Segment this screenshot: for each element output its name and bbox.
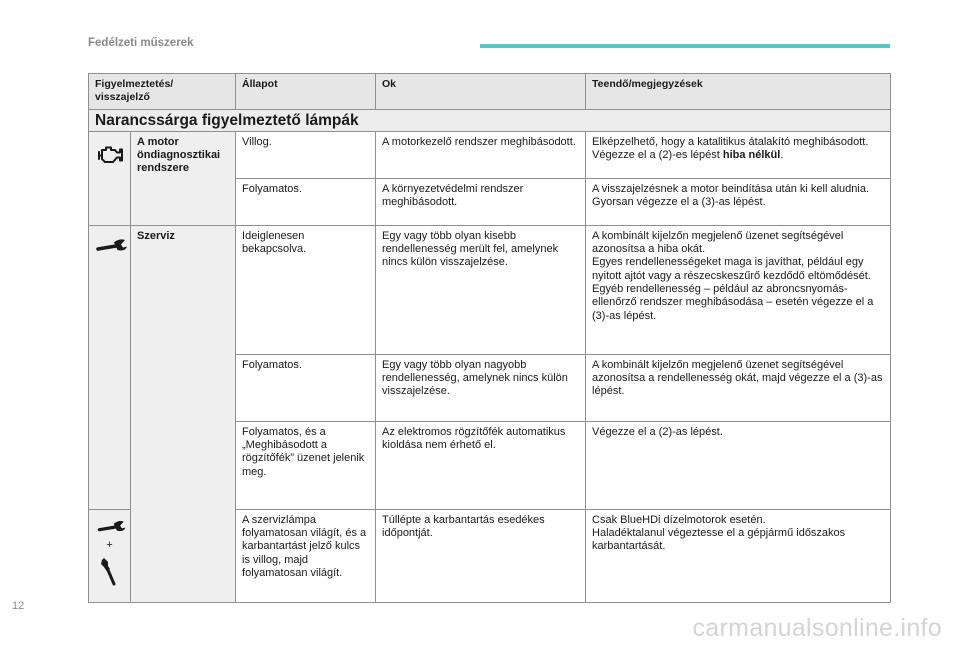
header-action: Teendő/megjegyzések <box>586 74 891 110</box>
service-state-3: Folyamatos, és a „Meghibásodott a rögzítőfék” üzenet jelenik meg. <box>236 421 376 509</box>
table-row <box>89 225 891 354</box>
service-action-4-p1: Csak BlueHDi dízelmotorok esetén. <box>592 513 766 526</box>
running-head: Fedélzeti műszerek <box>88 37 194 49</box>
table-row <box>89 131 891 178</box>
engine-cause-2: A környezetvédelmi rendszer meghibásodott. <box>376 178 586 225</box>
service-cause-3: Az elektromos rögzítőfék automatikus kioldása nem érhető el. <box>376 421 586 509</box>
header-indicator: Figyelmeztetés/ visszajelző <box>89 74 236 110</box>
engine-cause-1: A motorkezelő rendszer meghibásodott. <box>376 131 586 178</box>
service-action-2: A kombinált kijelzőn megjelenő üzenet segítségével azonosítsa a rendellenesség okát, majd végezze el a (3)-as lépést. <box>586 354 891 421</box>
service-action-1-p3: Egyéb rendellenesség – például az abroncsnyomás-ellenőrző rendszer meghibásodása – esetén végezze el a (3)-as lépést. <box>592 283 874 322</box>
wrench-icon <box>95 236 129 256</box>
service-cause-4: Túllépte a karbantartás esedékes időpontját. <box>376 509 586 602</box>
engine-action-1-step-bold: hiba nélkül <box>722 149 781 162</box>
section-title: Narancssárga figyelmeztető lámpák <box>89 109 891 131</box>
section-row <box>89 109 891 131</box>
service-action-3: Végezze el a (2)-as lépést. <box>586 421 891 509</box>
watermark: carmanualsonline.info <box>692 614 942 642</box>
engine-state-2: Folyamatos. <box>236 178 376 225</box>
warning-lamp-table <box>88 73 891 603</box>
service-label: Szerviz <box>131 225 236 602</box>
header-cause: Ok <box>376 74 586 110</box>
maintenance-icon-cell <box>89 509 131 602</box>
service-cause-2: Egy vagy több olyan nagyobb rendellenesség, amelynek nincs külön visszajelzése. <box>376 354 586 421</box>
engine-label: A motor öndiagnosztikai rendszere <box>131 131 236 225</box>
header-state: Állapot <box>236 74 376 110</box>
plus-sign: + <box>106 538 113 551</box>
service-cause-1: Egy vagy több olyan kisebb rendellenesség merült fel, amelynek nincs külön visszajelzése. <box>376 225 586 354</box>
service-action-4 <box>586 509 891 602</box>
table-header-row <box>89 74 891 110</box>
service-state-4: A szervizlámpa folyamatosan világít, és a karbantartást jelző kulcs is villog, majd folyamatosan világít. <box>236 509 376 602</box>
service-icon-cell <box>89 225 131 509</box>
engine-action-1-step <box>592 149 884 162</box>
wrench-icon <box>95 518 129 536</box>
engine-action-1-step-suffix: . <box>780 149 784 162</box>
engine-action-1-step-prefix: Végezze el a (2)-es lépést <box>592 149 723 162</box>
engine-action-1-text: Elképzelhető, hogy a katalitikus átalakító meghibásodott. <box>592 135 869 148</box>
service-state-1: Ideiglenesen bekapcsolva. <box>236 225 376 354</box>
engine-state-1: Villog. <box>236 131 376 178</box>
header-rule <box>480 44 890 48</box>
page-number: 12 <box>12 600 25 612</box>
engine-action-2 <box>586 178 891 225</box>
engine-action-2-text: A visszajelzésnek a motor beindítása után ki kell aludnia. <box>592 182 870 195</box>
service-action-1-p2: Egyes rendellenességeket maga is javíthat, például egy nyitott ajtót vagy a részecskeszűrő kezdődő eltömődését. <box>592 256 871 282</box>
engine-action-2-step: Gyorsan végezze el a (3)-as lépést. <box>592 196 766 209</box>
spanner-key-icon <box>99 555 121 587</box>
engine-icon <box>95 144 125 166</box>
service-action-4-p2: Haladéktalanul végeztesse el a gépjármű időszakos karbantartását. <box>592 527 846 553</box>
service-state-2: Folyamatos. <box>236 354 376 421</box>
service-action-1-p1: A kombinált kijelzőn megjelenő üzenet segítségével azonosítsa a hiba okát. <box>592 229 844 256</box>
engine-action-1 <box>586 131 891 178</box>
service-action-1 <box>586 225 891 354</box>
engine-icon-cell <box>89 131 131 225</box>
